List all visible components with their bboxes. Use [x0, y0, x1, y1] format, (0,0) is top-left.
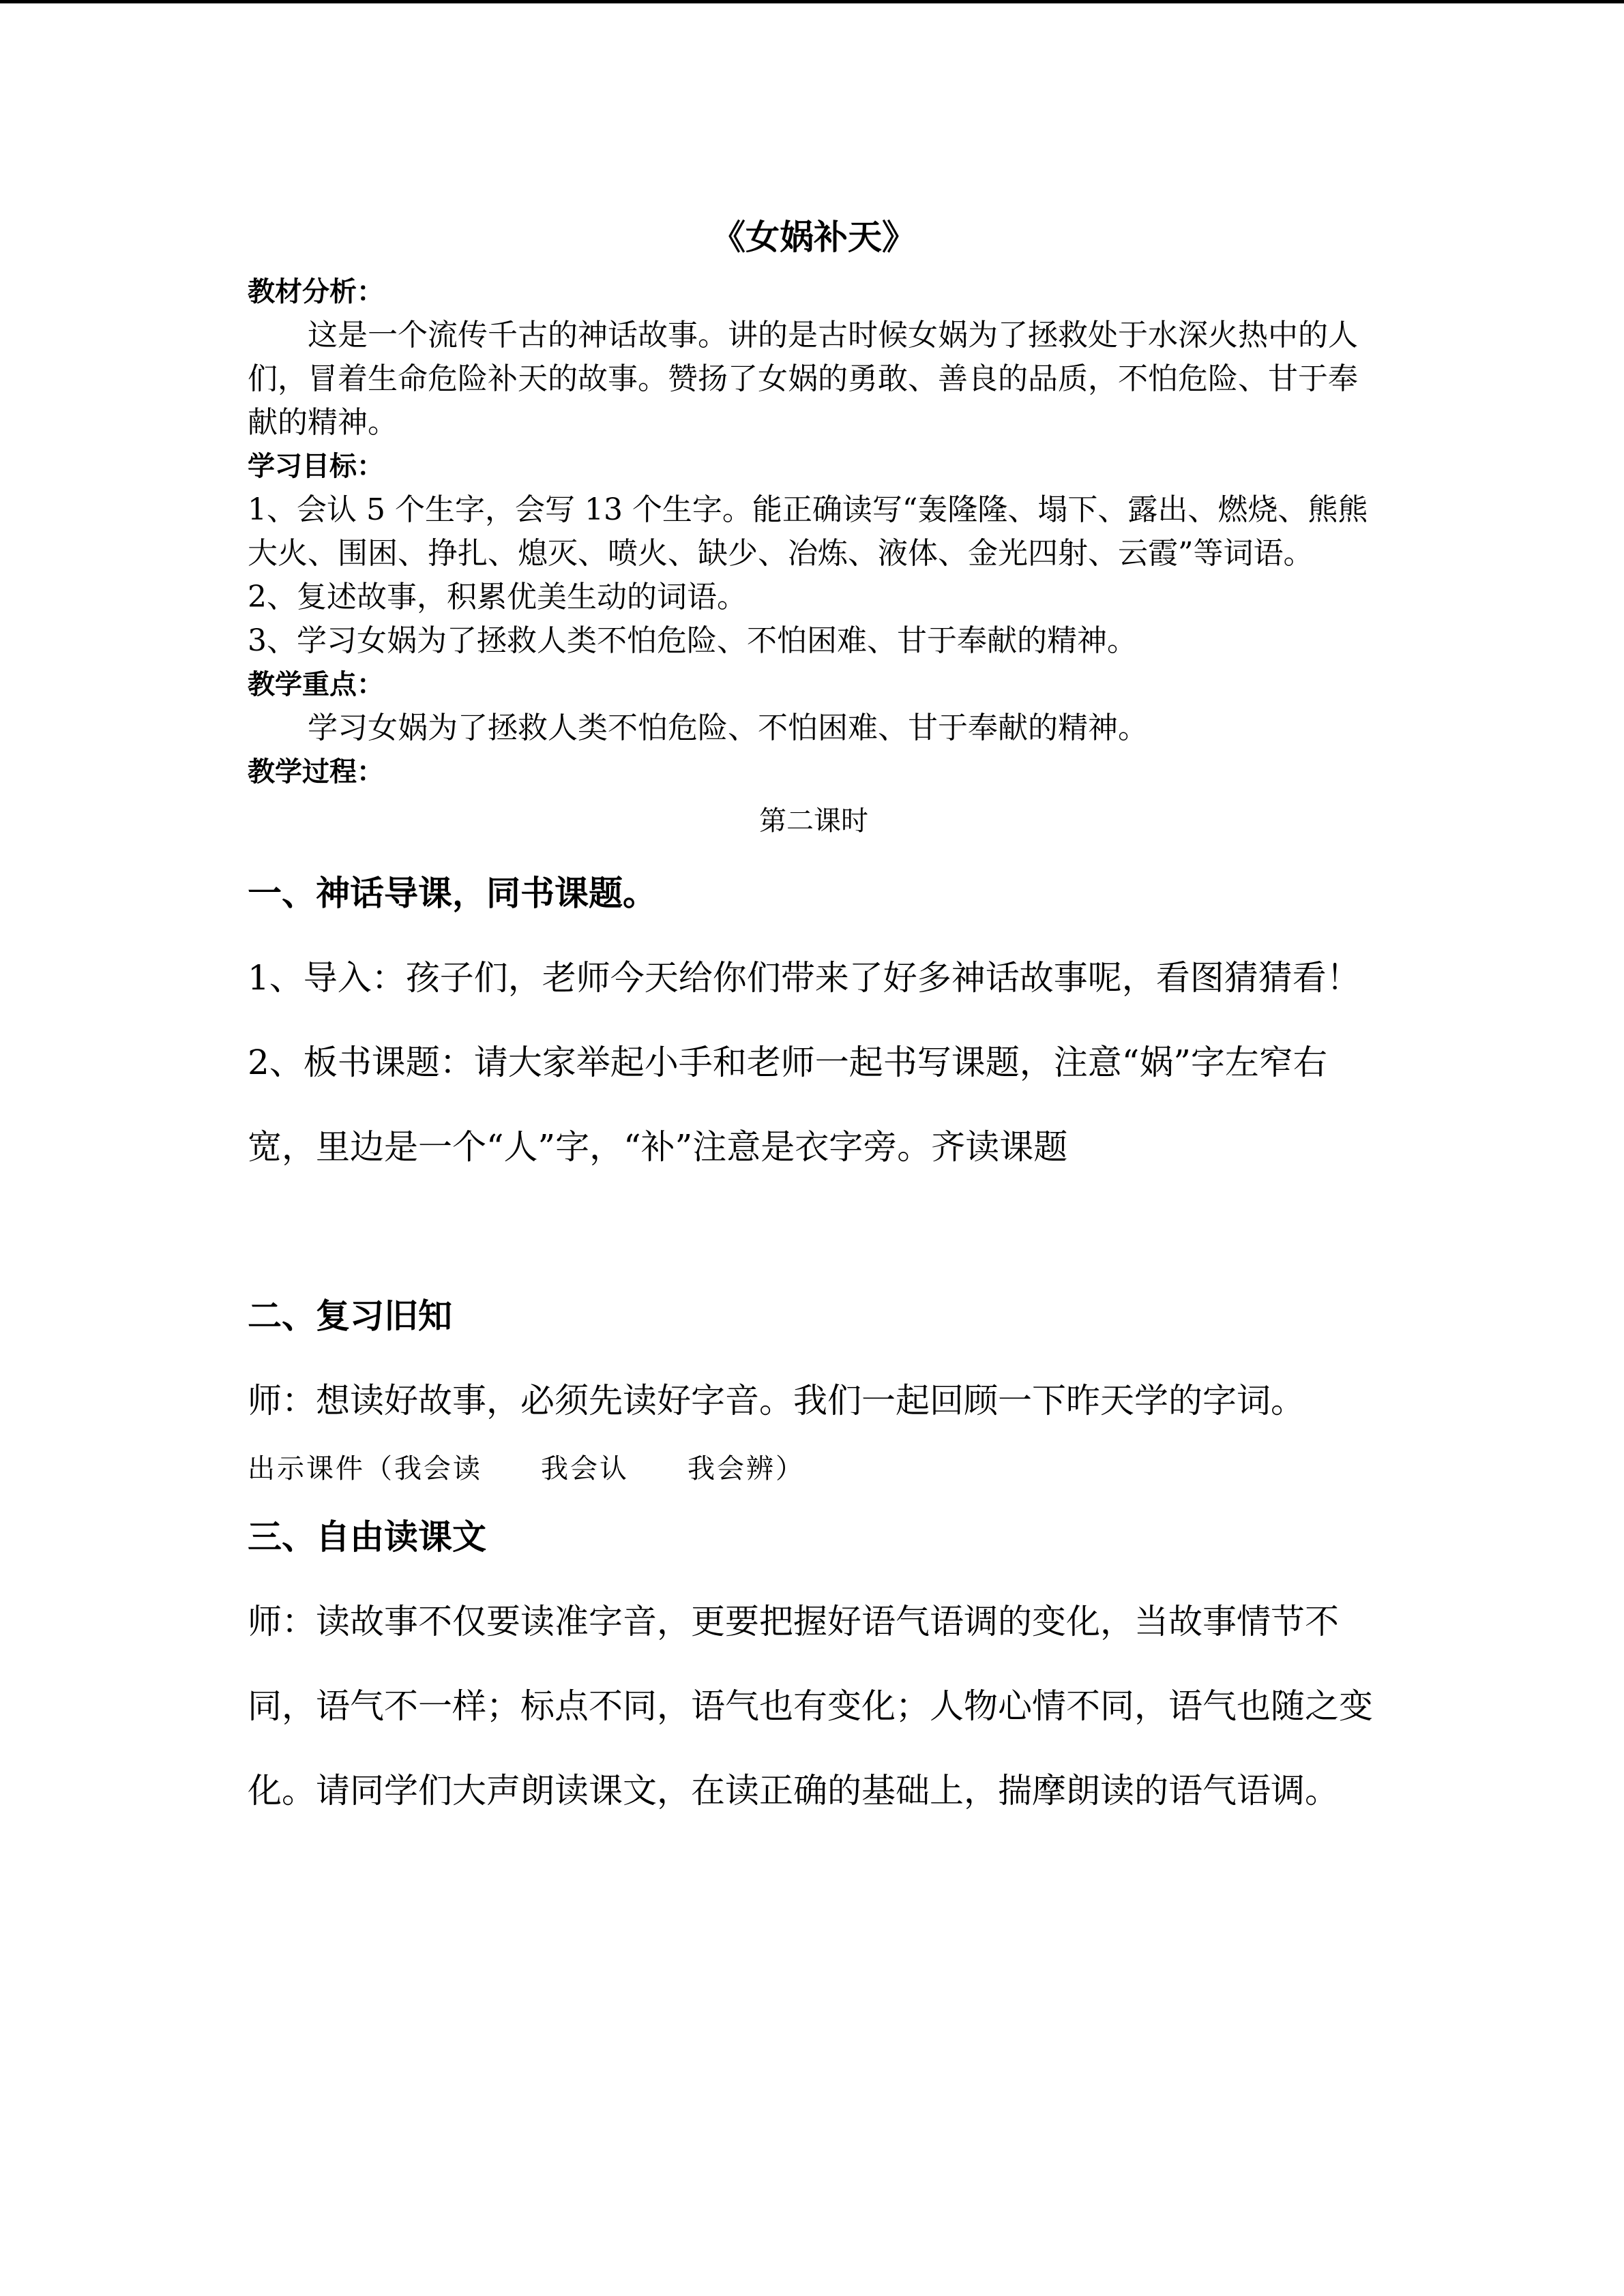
analysis-text: 这是一个流传千古的神话故事。讲的是古时候女娲为了拯救处于水深火热中的人们，冒着生命危险补天的故事。赞扬了女娲的勇敢、善良的品质，不怕危险、甘于奉献的精神。 — [248, 318, 1358, 440]
document-page — [248, 205, 1380, 1833]
part1-item: 2、板书课题：请大家举起小手和老师一起书写课题，注意“娲”字左窄右宽，里边是一个“人”字，“补”注意是衣字旁。齐读课题 — [248, 1043, 1327, 1167]
part2-note: 出示课件（我会读 我会认 我会辨） — [248, 1453, 805, 1485]
lesson-label: 第二课时 — [759, 805, 868, 837]
goal-item: 3、学习女娲为了拯救人类不怕危险、不怕困难、甘于奉献的精神。 — [248, 623, 1137, 658]
goal-item: 2、复述故事，积累优美生动的词语。 — [248, 580, 747, 614]
focus-text: 学习女娲为了拯救人类不怕危险、不怕困难、甘于奉献的精神。 — [308, 711, 1148, 745]
part2-heading: 二、复习旧知 — [248, 1296, 452, 1336]
analysis-heading: 教材分析： — [248, 276, 384, 308]
process-heading: 教学过程： — [248, 756, 384, 788]
part3-text: 师：读故事不仅要读准字音，更要把握好语气语调的变化，当故事情节不同，语气不一样；标点不同，语气也有变化；人物心情不同，语气也随之变化。请同学们大声朗读课文，在读正确的基础上，揣摩朗读的语气语调。 — [248, 1602, 1373, 1810]
document-title: 《女娲补天》 — [711, 217, 916, 257]
part1-item: 1、导入：孩子们，老师今天给你们带来了好多神话故事呢，看图猜猜看！ — [248, 958, 1361, 998]
part3-heading: 三、自由读课文 — [248, 1517, 486, 1557]
part1-heading: 一、神话导课，同书课题。 — [248, 874, 657, 913]
part2-text: 师：想读好故事，必须先读好字音。我们一起回顾一下昨天学的字词。 — [248, 1381, 1305, 1420]
top-border — [0, 0, 1624, 3]
goals-heading: 学习目标： — [248, 451, 384, 482]
spacer — [248, 1189, 1380, 1274]
goal-item: 1、会认 5 个生字，会写 13 个生字。能正确读写“轰隆隆、塌下、露出、燃烧、熊熊大火、围困、挣扎、熄灭、喷火、缺少、冶炼、液体、金光四射、云霞”等词语。 — [248, 492, 1368, 571]
focus-heading: 教学重点： — [248, 669, 384, 700]
